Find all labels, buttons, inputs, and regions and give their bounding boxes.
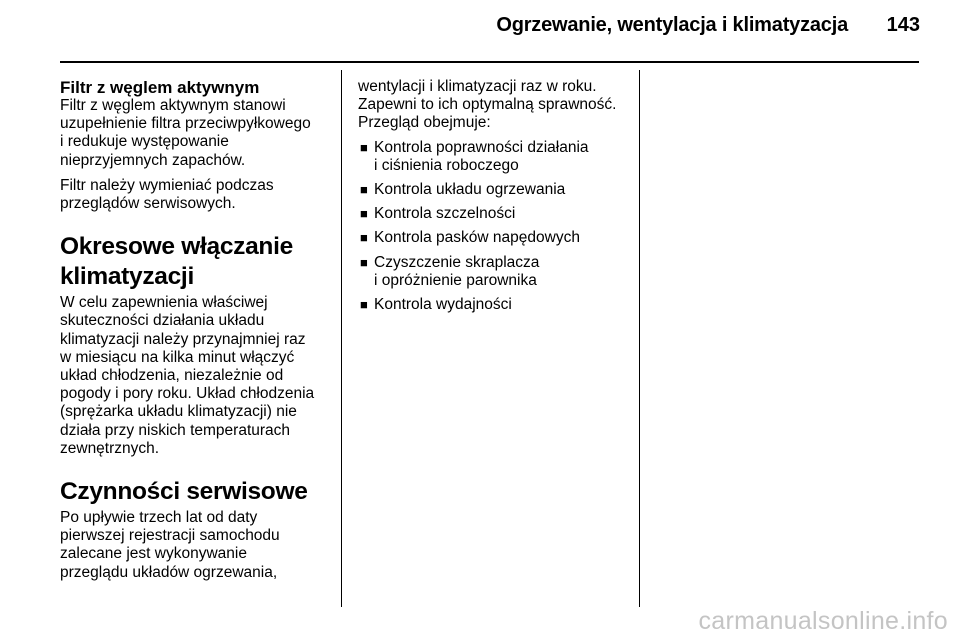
bullet-square-icon: ■: [360, 297, 368, 313]
bullet-square-icon: ■: [360, 206, 368, 222]
header-rule: [60, 61, 919, 63]
paragraph-service-continuation: wentylacji i klimatyzacji raz w roku. Zapewni to ich optymalną sprawność. Przegląd obejmuje:: [358, 78, 617, 132]
middle-column: [358, 78, 630, 320]
list-item: [358, 229, 630, 247]
paragraph-filter-description: Filtr z węglem aktywnym stanowi uzupełnienie filtra przeciwpyłkowego i redukuje występowanie nieprzyjemnych zapachów.: [60, 97, 311, 169]
bullet-square-icon: ■: [360, 139, 368, 155]
list-item-text: Kontrola poprawności działania i ciśnienia roboczego: [374, 138, 589, 174]
list-item-text: Kontrola wydajności: [374, 296, 512, 314]
bullet-square-icon: ■: [360, 230, 368, 246]
watermark: carmanualsonline.info: [698, 607, 948, 635]
paragraph-periodic-ac: W celu zapewnienia właściwej skuteczności działania układu klimatyzacji należy przynajmniej raz w miesiącu na kilka minut włączyć układ chłodzenia, niezależnie od pogody i pory roku. Układ chłodzenia (sprężarka układu klimatyzacji) nie działa przy niskich temperaturach zewnętrznych.: [60, 294, 315, 457]
list-item-text: Kontrola szczelności: [374, 205, 516, 223]
paragraph-service: Po upływie trzech lat od daty pierwszej rejestracji samochodu zalecane jest wykonywanie przeglądu układów ogrzewania,: [60, 509, 280, 581]
list-item-text: Kontrola układu ogrzewania: [374, 181, 566, 199]
section-heading-service: Czynności serwisowe: [60, 478, 308, 506]
list-item-text: Czyszczenie skraplacza i opróżnienie parownika: [374, 253, 540, 289]
service-checklist: [358, 139, 630, 315]
header-title: Ogrzewanie, wentylacja i klimatyzacja: [496, 14, 848, 36]
left-column: [60, 78, 332, 582]
bullet-square-icon: ■: [360, 254, 368, 270]
bullet-square-icon: ■: [360, 182, 368, 198]
section-heading-activated-carbon-filter: Filtr z węglem aktywnym: [60, 78, 260, 97]
paragraph-filter-replacement: Filtr należy wymieniać podczas przeglądów serwisowych.: [60, 176, 274, 213]
list-item: [358, 181, 630, 199]
section-heading-periodic-ac: Okresowe włączanie klimatyzacji: [60, 233, 293, 291]
list-item-text: Kontrola pasków napędowych: [374, 229, 580, 247]
column-divider-right: [639, 70, 640, 607]
column-divider-left: [341, 70, 342, 607]
page-number: 143: [886, 14, 920, 36]
list-item: [358, 139, 630, 175]
list-item: [358, 205, 630, 223]
list-item: [358, 296, 630, 314]
list-item: [358, 254, 630, 290]
